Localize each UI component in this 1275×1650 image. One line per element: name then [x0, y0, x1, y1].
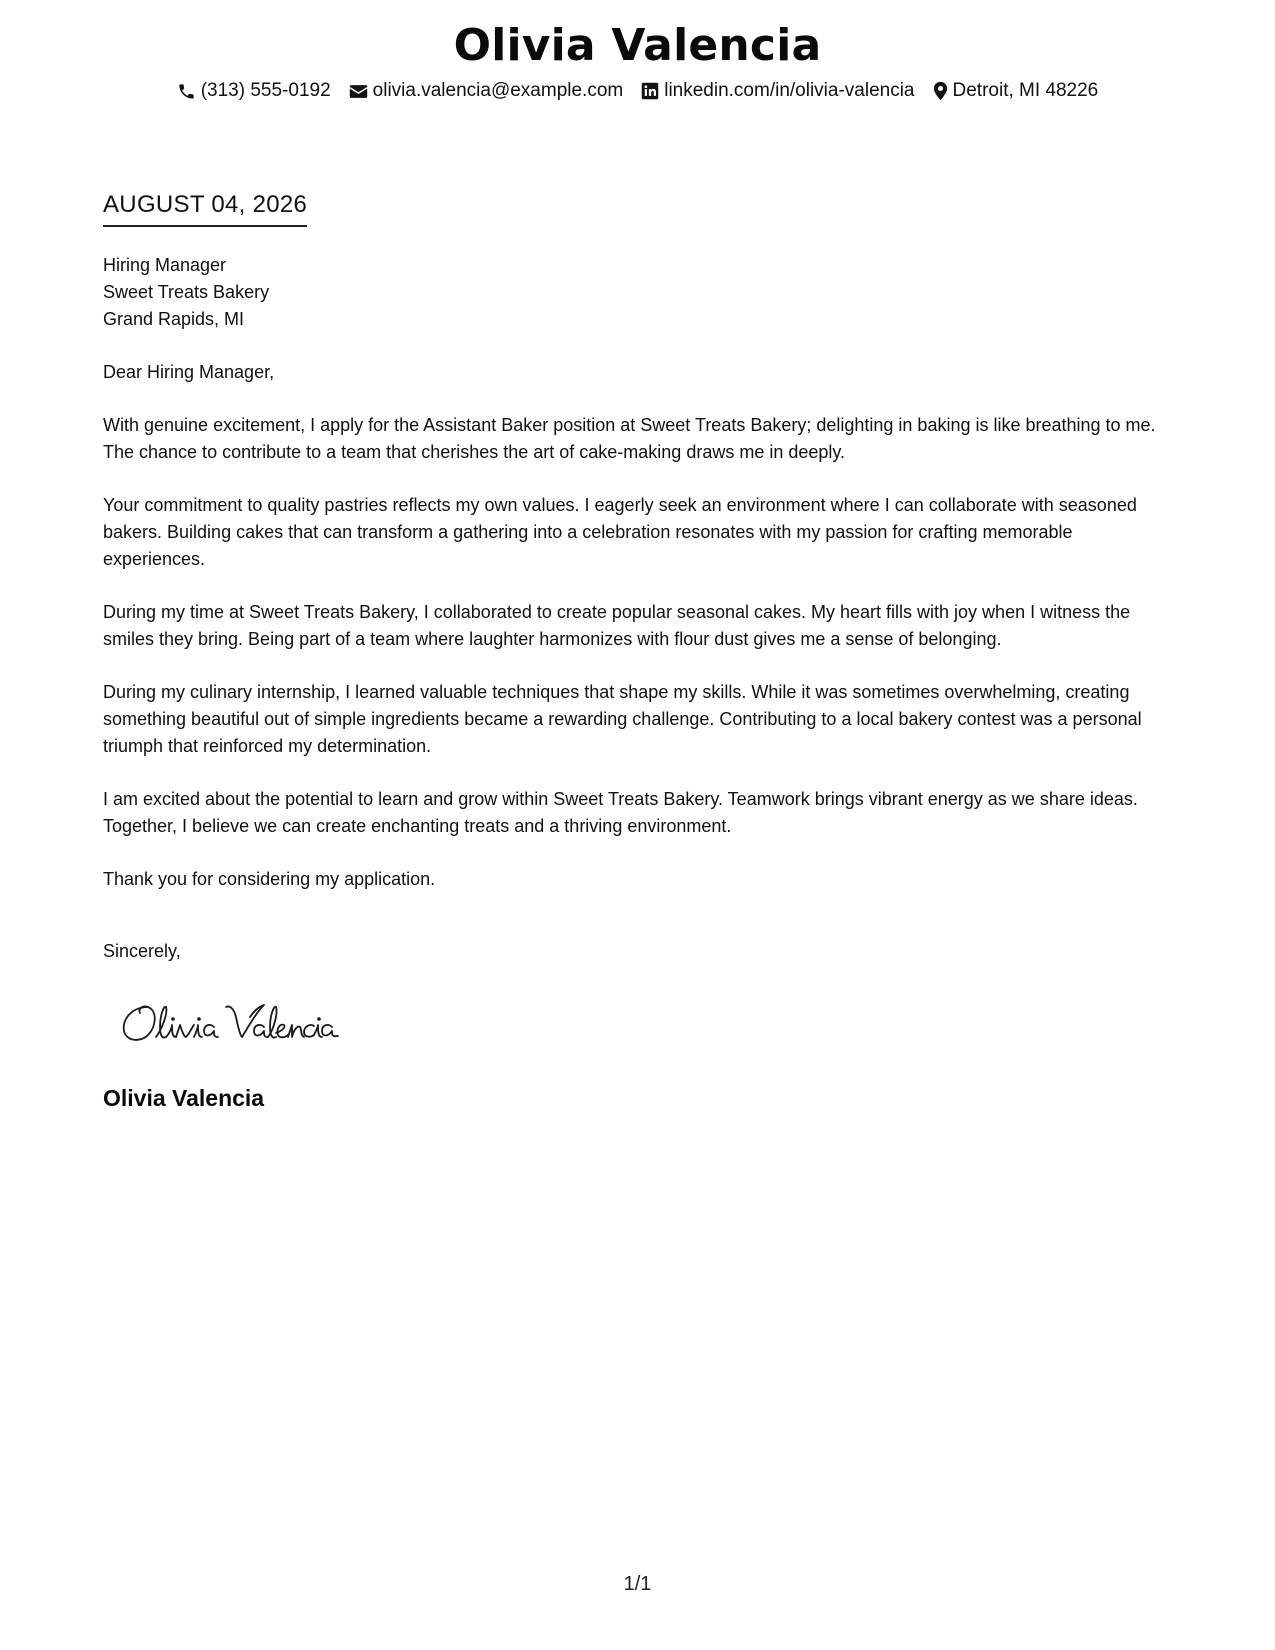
letter-body — [103, 359, 1173, 919]
contact-email[interactable] — [349, 80, 624, 102]
closing: Sincerely, — [103, 941, 181, 961]
phone-icon — [177, 82, 196, 101]
body-paragraph: Your commitment to quality pastries reflects my own values. I eagerly seek an environment where I can collaborate with seasoned bakers. Building cakes that can transform a gathering into a celebration resonates with my passion for crafting memorable experiences. — [103, 495, 1137, 569]
envelope-icon — [349, 84, 368, 99]
contact-phone — [177, 80, 331, 102]
location-text: Detroit, MI 48226 — [952, 80, 1099, 101]
recipient-company: Sweet Treats Bakery — [103, 282, 270, 302]
applicant-name: Olivia Valencia — [453, 20, 822, 71]
linkedin-icon — [641, 82, 659, 100]
handwritten-signature — [118, 995, 348, 1056]
letter-date: AUGUST 04, 2026 — [103, 191, 307, 227]
contact-linkedin[interactable] — [641, 80, 914, 102]
contact-location — [933, 80, 1099, 102]
body-paragraph: I am excited about the potential to learn and grow within Sweet Treats Bakery. Teamwork brings vibrant energy as we share ideas. Together, I believe we can create enchanting treats and a thriving environment. — [103, 789, 1138, 836]
recipient-title: Hiring Manager — [103, 255, 227, 275]
linkedin-link[interactable]: linkedin.com/in/olivia-valencia — [664, 80, 915, 101]
page-number: 1/1 — [623, 1573, 652, 1595]
signed-name: Olivia Valencia — [103, 1085, 265, 1111]
salutation: Dear Hiring Manager, — [103, 362, 275, 382]
recipient-location: Grand Rapids, MI — [103, 309, 245, 329]
body-paragraph: During my time at Sweet Treats Bakery, I collaborated to create popular seasonal cakes. My heart fills with joy when I witness the smiles they bring. Being part of a team where laughter harmonizes with flour dust gives me a sense of belonging. — [103, 602, 1131, 649]
body-paragraph: During my culinary internship, I learned valuable techniques that shape my skills. While it was sometimes overwhelming, creating something beautiful out of simple ingredients became a rewarding challenge. Contributing to a local bakery contest was a personal triumph that reinforced my determination. — [103, 682, 1142, 756]
body-paragraph: With genuine excitement, I apply for the Assistant Baker position at Sweet Treats Bakery; delighting in baking is like breathing to me. The chance to contribute to a team that cherishes the art of cake-making draws me in deeply. — [103, 415, 1156, 462]
map-pin-icon — [933, 81, 948, 101]
letter-date-block — [103, 191, 307, 227]
email-link[interactable]: olivia.valencia@example.com — [372, 80, 624, 101]
contact-bar — [0, 80, 1275, 102]
recipient-block — [103, 252, 269, 333]
thank-you-line: Thank you for considering my application. — [103, 869, 436, 889]
phone-text: (313) 555-0192 — [200, 80, 331, 101]
